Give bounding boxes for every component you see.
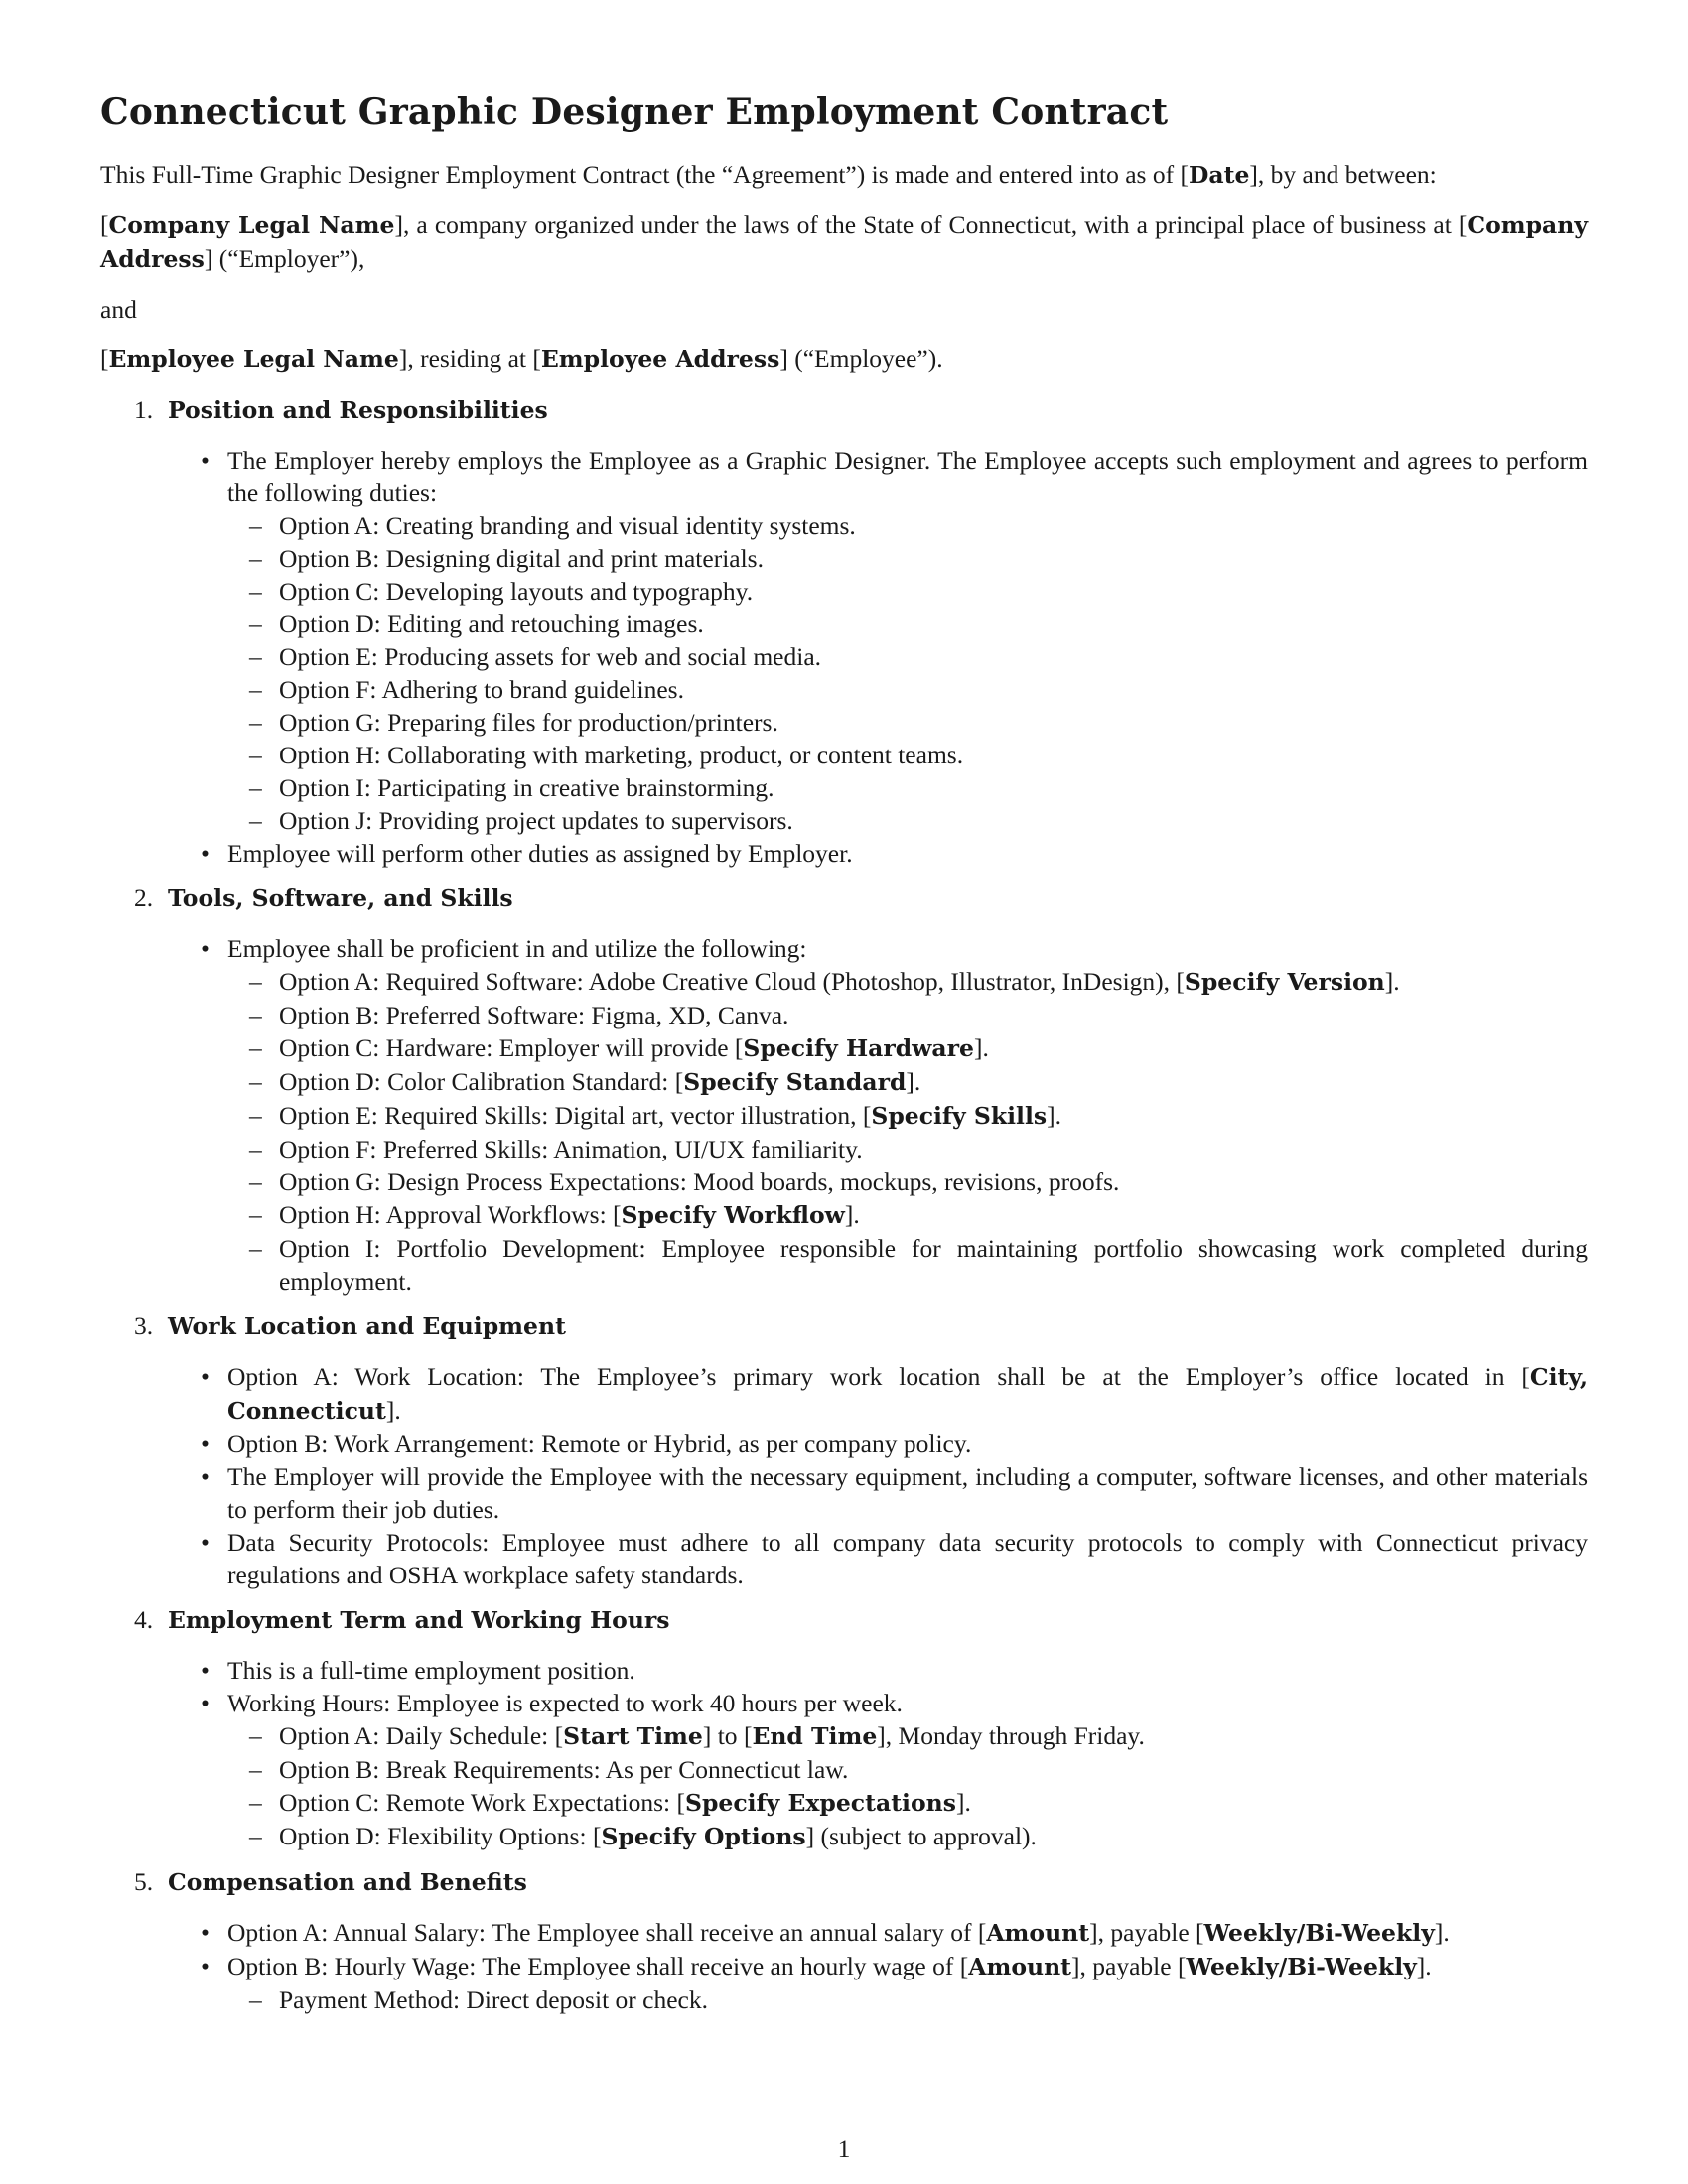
option-item: – Option F: Preferred Skills: Animation, UI/UX familiarity. bbox=[249, 1135, 863, 1163]
document-content bbox=[100, 87, 1588, 2028]
bullet-list bbox=[100, 932, 1588, 1297]
placeholder-pay-frequency: Weekly/Bi-Weekly bbox=[1186, 1953, 1417, 1980]
section-position bbox=[100, 393, 1588, 870]
option-item: – Option H: Approval Workflows: [Specify Workflow]. bbox=[249, 1200, 860, 1229]
section-heading: 2. Tools, Software, and Skills bbox=[134, 884, 513, 912]
option-item: – Option G: Preparing files for production/printers. bbox=[249, 708, 778, 737]
placeholder-city: City, Connecticut bbox=[227, 1363, 1588, 1425]
list-item: • The Employer will provide the Employee with the necessary equipment, including a computer, software licenses, and other materials to perform their job duties. bbox=[201, 1462, 1588, 1524]
placeholder-employee-address: Employee Address bbox=[540, 345, 780, 373]
employee-paragraph: [Employee Legal Name], residing at [Employee Address] (“Employee”). bbox=[100, 344, 943, 373]
dash-icon: – bbox=[249, 1101, 262, 1130]
placeholder-amount: Amount bbox=[986, 1919, 1090, 1947]
section-heading: 4. Employment Term and Working Hours bbox=[134, 1605, 670, 1634]
section-work-location bbox=[100, 1309, 1588, 1591]
dash-icon: – bbox=[249, 577, 262, 606]
section-heading: 3. Work Location and Equipment bbox=[134, 1311, 566, 1340]
bullet-icon: • bbox=[201, 1952, 210, 1980]
dash-icon: – bbox=[249, 1001, 262, 1029]
dash-icon: – bbox=[249, 806, 262, 835]
employer-paragraph: [Company Legal Name], a company organized under the laws of the State of Connecticut, with a principal place of business at [Company Address] (“Employer”), bbox=[100, 210, 1589, 273]
option-item: – Option A: Creating branding and visual identity systems. bbox=[249, 511, 856, 540]
bullet-icon: • bbox=[201, 1430, 210, 1458]
list-item: • This is a full-time employment position. bbox=[201, 1656, 635, 1685]
bullet-icon: • bbox=[201, 934, 210, 963]
option-item: – Option B: Break Requirements: As per Connecticut law. bbox=[249, 1755, 849, 1784]
placeholder-employee-name: Employee Legal Name bbox=[108, 345, 399, 373]
dash-icon: – bbox=[249, 1067, 262, 1096]
option-item: – Option B: Preferred Software: Figma, XD, Canva. bbox=[249, 1001, 789, 1029]
list-item: • Data Security Protocols: Employee must adhere to all company data security protocols to comply with Connecticut privacy regulations and OSHA workplace safety standards. bbox=[201, 1528, 1588, 1589]
dash-icon: – bbox=[249, 1721, 262, 1750]
sections-list bbox=[100, 393, 1588, 2016]
option-item: – Option A: Daily Schedule: [Start Time] to [End Time], Monday through Friday. bbox=[249, 1721, 1145, 1750]
list-item: • Employee shall be proficient in and utilize the following: – Option A: Required Software: Adobe Creative Cloud (Photoshop, Illustrator, InDesign), [Specify Version]. – Option B: Preferred Software: Figma, XD, Canva. – Option C: Hardware: Employer will provide [Specify Hardware]. – Option D: Color Calibration Standard: [Specify Standard]. – Option E: Required Skills: Digital art, vector illustration, [Specify Skills]. – Option F: Preferred Skills: Animation, UI/UX familiarity. – Option G: Design Process Expectations: Mood boards, mockups, revisions, proofs. – Option H: Approval Workflows: [Specify Workflow]. – Option I: Portfolio Development: Employee responsible for maintaining portfolio showcasing work completed during employment. bbox=[201, 934, 1588, 1296]
option-item: – Option A: Required Software: Adobe Creative Cloud (Photoshop, Illustrator, InDesign), [Specify Version]. bbox=[249, 967, 1400, 996]
dash-icon: – bbox=[249, 1135, 262, 1163]
section-compensation bbox=[100, 1865, 1588, 2016]
placeholder-expectations: Specify Expectations bbox=[684, 1789, 956, 1817]
option-item: – Option H: Collaborating with marketing, product, or content teams. bbox=[249, 741, 964, 769]
option-item: – Option E: Required Skills: Digital art, vector illustration, [Specify Skills]. bbox=[249, 1101, 1062, 1130]
option-list bbox=[227, 509, 1588, 837]
option-item: – Option D: Flexibility Options: [Specify Options] (subject to approval). bbox=[249, 1822, 1037, 1850]
dash-icon: – bbox=[249, 610, 262, 638]
option-item: – Option I: Portfolio Development: Employee responsible for maintaining portfolio showcasing work completed during employment. bbox=[249, 1234, 1588, 1296]
dash-icon: – bbox=[249, 544, 262, 573]
page-number: 1 bbox=[837, 2134, 851, 2163]
section-tools bbox=[100, 882, 1588, 1297]
placeholder-hardware: Specify Hardware bbox=[743, 1034, 974, 1062]
option-item: – Option I: Participating in creative brainstorming. bbox=[249, 773, 774, 802]
option-item: – Option C: Hardware: Employer will provide [Specify Hardware]. bbox=[249, 1033, 989, 1062]
placeholder-pay-frequency: Weekly/Bi-Weekly bbox=[1203, 1919, 1435, 1947]
option-list bbox=[227, 1983, 1588, 2016]
placeholder-amount: Amount bbox=[968, 1953, 1072, 1980]
bullet-list bbox=[100, 1654, 1588, 1853]
bullet-icon: • bbox=[201, 1362, 210, 1391]
dash-icon: – bbox=[249, 1234, 262, 1263]
bullet-icon: • bbox=[201, 1528, 210, 1557]
bullet-list bbox=[100, 1360, 1588, 1591]
bullet-list bbox=[100, 1916, 1588, 2016]
placeholder-skills: Specify Skills bbox=[871, 1102, 1048, 1130]
option-item: – Option F: Adhering to brand guidelines. bbox=[249, 675, 684, 704]
dash-icon: – bbox=[249, 1755, 262, 1784]
list-item: • Option B: Hourly Wage: The Employee shall receive an hourly wage of [Amount], payable [Weekly/Bi-Weekly]. – Payment Method: Direct deposit or check. bbox=[227, 1950, 1588, 2016]
placeholder-version: Specify Version bbox=[1184, 968, 1385, 996]
option-item: – Payment Method: Direct deposit or check. bbox=[249, 1985, 708, 2014]
document-title: Connecticut Graphic Designer Employment Contract bbox=[100, 91, 1169, 133]
option-item: – Option G: Design Process Expectations: Mood boards, mockups, revisions, proofs. bbox=[249, 1167, 1120, 1196]
dash-icon: – bbox=[249, 1788, 262, 1817]
section-heading: 1. Position and Responsibilities bbox=[134, 395, 548, 424]
option-item: – Option J: Providing project updates to supervisors. bbox=[249, 806, 793, 835]
list-item: • The Employer hereby employs the Employee as a Graphic Designer. The Employee accepts such employment and agrees to perform the following duties: – Option A: Creating branding and visual identity systems. – Option B: Designing digital and print materials. – Option C: Developing layouts and typography. – Option D: Editing and retouching images. – Option E: Producing assets for web and social media. – Option F: Adhering to brand guidelines. – Option G: Preparing files for production/printers. – Option H: Collaborating with marketing, product, or content teams. – Option I: Participating in creative brainstorming. – Option J: Providing project updates to supervisors. bbox=[201, 446, 1588, 835]
dash-icon: – bbox=[249, 511, 262, 540]
placeholder-options: Specify Options bbox=[601, 1823, 806, 1850]
dash-icon: – bbox=[249, 1033, 262, 1062]
list-item: • Option B: Work Arrangement: Remote or Hybrid, as per company policy. bbox=[201, 1430, 972, 1458]
dash-icon: – bbox=[249, 642, 262, 671]
bullet-icon: • bbox=[201, 1918, 210, 1947]
option-item: – Option C: Remote Work Expectations: [Specify Expectations]. bbox=[249, 1788, 971, 1817]
bullet-icon: • bbox=[201, 1462, 210, 1491]
placeholder-standard: Specify Standard bbox=[683, 1068, 907, 1096]
bullet-icon: • bbox=[201, 446, 210, 475]
dash-icon: – bbox=[249, 675, 262, 704]
section-heading: 5. Compensation and Benefits bbox=[134, 1867, 527, 1896]
option-item: – Option E: Producing assets for web and social media. bbox=[249, 642, 822, 671]
list-item: • Option A: Annual Salary: The Employee shall receive an annual salary of [Amount], payable [Weekly/Bi-Weekly]. bbox=[201, 1918, 1450, 1947]
bullet-icon: • bbox=[201, 1689, 210, 1717]
bullet-list bbox=[100, 444, 1588, 870]
dash-icon: – bbox=[249, 773, 262, 802]
list-item: • Employee will perform other duties as assigned by Employer. bbox=[201, 839, 853, 868]
option-item: – Option D: Color Calibration Standard: [Specify Standard]. bbox=[249, 1067, 921, 1096]
dash-icon: – bbox=[249, 1167, 262, 1196]
dash-icon: – bbox=[249, 708, 262, 737]
dash-icon: – bbox=[249, 1985, 262, 2014]
and-paragraph: and bbox=[100, 295, 137, 324]
placeholder-company-name: Company Legal Name bbox=[108, 211, 395, 239]
placeholder-date: Date bbox=[1188, 161, 1250, 189]
dash-icon: – bbox=[249, 967, 262, 996]
placeholder-end-time: End Time bbox=[752, 1722, 878, 1750]
option-item: – Option B: Designing digital and print materials. bbox=[249, 544, 764, 573]
bullet-icon: • bbox=[201, 839, 210, 868]
placeholder-workflow: Specify Workflow bbox=[621, 1201, 845, 1229]
option-list bbox=[227, 1719, 1588, 1853]
bullet-icon: • bbox=[201, 1656, 210, 1685]
dash-icon: – bbox=[249, 1200, 262, 1229]
option-list bbox=[227, 965, 1588, 1297]
list-item: • Working Hours: Employee is expected to work 40 hours per week. – Option A: Daily Schedule: [Start Time] to [End Time], Monday through Friday. – Option B: Break Requirements: As per Connecticut law. – Option C: Remote Work Expectations: [Specify Expectations]. – Option D: Flexibility Options: [Specify Options] (subject to approval). bbox=[227, 1687, 1588, 1853]
intro-paragraph: This Full-Time Graphic Designer Employment Contract (the “Agreement”) is made and entered into as of [Date], by and between: bbox=[100, 160, 1437, 189]
dash-icon: – bbox=[249, 741, 262, 769]
dash-icon: – bbox=[249, 1822, 262, 1850]
list-item: • Option A: Work Location: The Employee’s primary work location shall be at the Employer’s office located in [City, Connecticut]. bbox=[201, 1362, 1588, 1425]
section-employment-term bbox=[100, 1603, 1588, 1853]
placeholder-company-address: Company Address bbox=[100, 211, 1589, 273]
placeholder-start-time: Start Time bbox=[563, 1722, 703, 1750]
option-item: – Option D: Editing and retouching images. bbox=[249, 610, 704, 638]
option-item: – Option C: Developing layouts and typography. bbox=[249, 577, 754, 606]
